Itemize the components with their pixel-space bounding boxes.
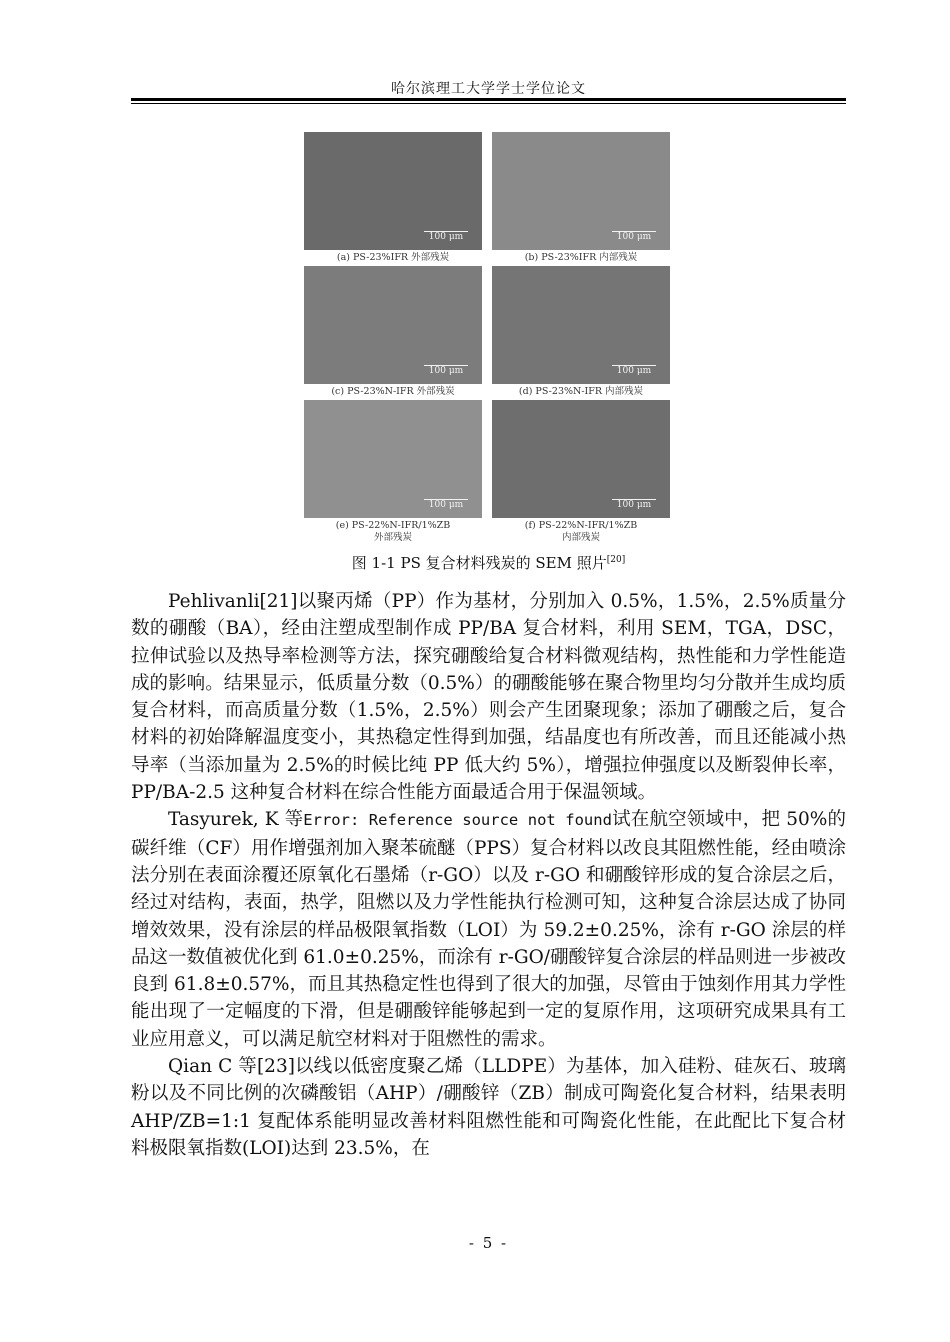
caption-citation: [20] (606, 555, 626, 565)
sublabel-d: (d) PS-23%N-IFR 内部残炭 (518, 386, 644, 397)
scale-bar: 100 μm (612, 499, 656, 510)
sublabel-e-line1: (e) PS-22%N-IFR/1%ZB (335, 520, 451, 531)
sem-image-e (304, 400, 482, 518)
sublabel-a: (a) PS-23%IFR 外部残炭 (336, 252, 450, 263)
scale-bar: 100 μm (612, 231, 656, 242)
scale-bar: 100 μm (424, 499, 468, 510)
header-rule-thin (131, 103, 846, 104)
running-header: 哈尔滨理工大学学士学位论文 (391, 81, 586, 97)
figure-caption (131, 552, 846, 573)
scale-bar: 100 μm (612, 365, 656, 376)
scale-bar: 100 μm (424, 231, 468, 242)
scale-bar: 100 μm (424, 365, 468, 376)
sem-image-c (304, 266, 482, 384)
sublabel-f-line2: 内部残炭 (561, 532, 600, 543)
paragraph-2-rest: 试在航空领域中，把 50%的碳纤维（CF）用作增强剂加入聚苯硫醚（PPS）复合材料以改良其阻燃性能，经由喷涂法分别在表面涂覆还原氧化石墨烯（r-GO）以及 r-GO 和硼酸锌形成的复合涂层之后，经过对结构，表面，热学，阻燃以及力学性能执行检测可知，这种复合涂层达成了协同增效效果，没有涂层的样品极限氧指数（LOI）为 59.2±0.25%，涂有 r-GO 涂层的样品这一数值被优化到 61.0±0.25%，而涂有 r-GO/硼酸锌复合涂层的样品则进一步被改良到 61.8±0.57%，而且其热稳定性也得到了很大的加强，尽管由于蚀刻作用其力学性能出现了一定幅度的下滑，但是硼酸锌能够起到一定的复原作用，这项研究成果具有工业应用意义，可以满足航空材料对于阻燃性的需求。 (131, 809, 846, 1050)
paragraph-3: Qian C 等[23]以线以低密度聚乙烯（LLDPE）为基体，加入硅粉、硅灰石、玻璃粉以及不同比例的次磷酸铝（AHP）/硼酸锌（ZB）制成可陶瓷化复合材料，结果表明 AHP/ZB=1:1 复配体系能明显改善材料阻燃性能和可陶瓷化性能，在此配比下复合材料极限氧指数(LOI)达到 23.5%，在 (131, 1056, 846, 1159)
caption-text: 图 1-1 PS 复合材料残炭的 SEM 照片 (351, 554, 607, 572)
sublabel-c: (c) PS-23%N-IFR 外部残炭 (331, 386, 455, 397)
paragraph-2 (131, 806, 846, 1053)
header-rule-thick (131, 98, 846, 101)
paragraph-2-start: Tasyurek, K 等 (168, 809, 304, 831)
page-number: - 5 - (468, 1234, 509, 1252)
paragraph-1: Pehlivanli[21]以聚丙烯（PP）作为基材，分别加入 0.5%，1.5%，2.5%质量分数的硼酸（BA），经由注塑成型制作成 PP/BA 复合材料，利用 SEM，TGA，DSC，拉伸试验以及热导率检测等方法，探究硼酸给复合材料微观结构，热性能和力学性能造成的影响。结果显示，低质量分数（0.5%）的硼酸能够在聚合物里均匀分散并生成均质复合材料，而高质量分数（1.5%，2.5%）则会产生团聚现象；添加了硼酸之后，复合材料的初始降解温度变小，其热稳定性得到加强，结晶度也有所改善，而且还能减小热导率（当添加量为 2.5%的时候比纯 PP 低大约 5%），增强拉伸强度以及断裂伸长率，PP/BA-2.5 这种复合材料在综合性能方面最适合用于保温领域。 (131, 591, 846, 804)
sem-image-b (492, 132, 670, 250)
body-text (131, 588, 846, 1162)
sublabel-e-line2: 外部残炭 (373, 532, 412, 543)
sublabel-e (304, 520, 482, 544)
sem-image-a (304, 132, 482, 250)
sublabel-f (492, 520, 670, 544)
sublabel-f-line1: (f) PS-22%N-IFR/1%ZB (524, 520, 638, 531)
sem-image-d (492, 266, 670, 384)
sem-image-f (492, 400, 670, 518)
sublabel-b: (b) PS-23%IFR 内部残炭 (524, 252, 638, 263)
reference-error: Error: Reference source not found (303, 811, 612, 830)
